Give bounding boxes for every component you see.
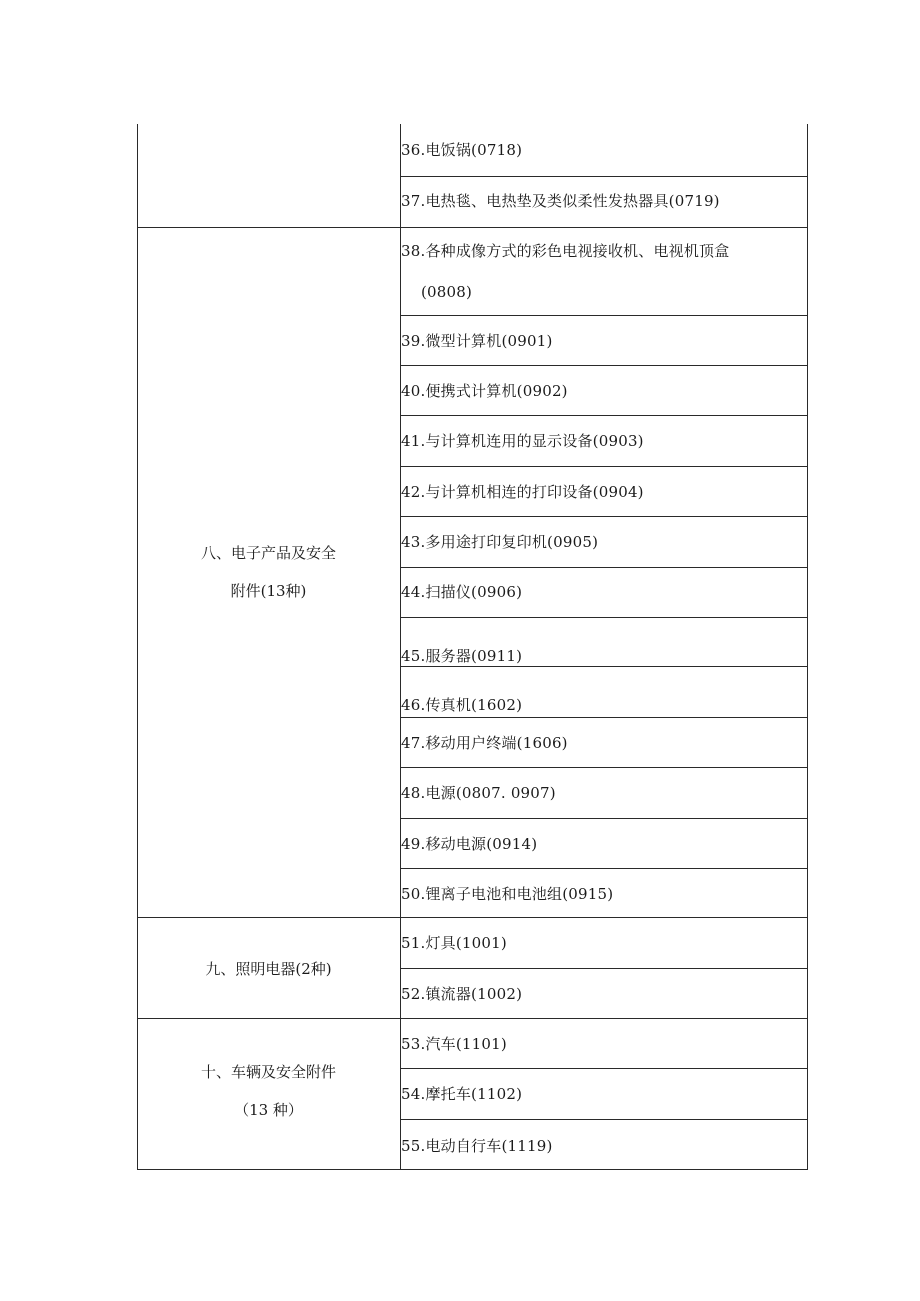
list-item: 48.电源(0807. 0907) <box>401 784 556 802</box>
list-item: 49.移动电源(0914) <box>401 835 538 853</box>
list-item: 45.服务器(0911) <box>401 647 523 665</box>
list-item: 43.多用途打印复印机(0905) <box>401 533 599 551</box>
row-divider <box>400 567 808 568</box>
category-cell-lighting <box>137 960 400 978</box>
category-label: 十、车辆及安全附件 <box>200 1063 336 1081</box>
table-border-bottom <box>137 1169 808 1170</box>
row-divider <box>400 968 808 969</box>
list-item: 46.传真机(1602) <box>401 696 523 714</box>
row-divider <box>400 415 808 416</box>
row-divider <box>400 818 808 819</box>
list-item: 50.锂离子电池和电池组(0915) <box>401 885 614 903</box>
row-divider <box>400 315 808 316</box>
list-item: 42.与计算机相连的打印设备(0904) <box>401 483 644 501</box>
row-divider <box>400 868 808 869</box>
list-item: 37.电热毯、电热垫及类似柔性发热器具(0719) <box>401 192 720 210</box>
row-divider <box>400 1068 808 1069</box>
category-label: 八、电子产品及安全 <box>200 544 336 562</box>
category-cell-vehicles <box>137 1063 400 1119</box>
category-divider <box>137 227 808 228</box>
row-divider <box>400 666 808 667</box>
category-cell-electronics <box>137 544 400 600</box>
row-divider <box>400 365 808 366</box>
list-item: 53.汽车(1101) <box>401 1035 507 1053</box>
list-item: 51.灯具(1001) <box>401 934 507 952</box>
category-label: 附件(13种) <box>230 582 307 600</box>
list-item: 55.电动自行车(1119) <box>401 1137 553 1155</box>
table-border-right <box>807 124 808 1170</box>
row-divider <box>400 1119 808 1120</box>
list-item: 47.移动用户终端(1606) <box>401 734 568 752</box>
category-divider <box>137 1018 808 1019</box>
list-item: 40.便携式计算机(0902) <box>401 382 568 400</box>
table-border-left <box>137 124 138 1170</box>
list-item: 36.电饭锅(0718) <box>401 141 523 159</box>
list-item: 54.摩托车(1102) <box>401 1085 523 1103</box>
category-divider <box>137 917 808 918</box>
row-divider <box>400 466 808 467</box>
list-item: 44.扫描仪(0906) <box>401 583 523 601</box>
list-item: (0808) <box>421 283 473 301</box>
row-divider <box>400 617 808 618</box>
category-label: （13 种） <box>234 1101 303 1119</box>
list-item: 38.各种成像方式的彩色电视接收机、电视机顶盒 <box>401 242 730 260</box>
product-catalog-table <box>137 124 808 1170</box>
row-divider <box>400 176 808 177</box>
list-item: 41.与计算机连用的显示设备(0903) <box>401 432 644 450</box>
category-label: 九、照明电器(2种) <box>205 960 332 978</box>
row-divider <box>400 717 808 718</box>
row-divider <box>400 516 808 517</box>
row-divider <box>400 767 808 768</box>
list-item: 39.微型计算机(0901) <box>401 332 553 350</box>
list-item: 52.镇流器(1002) <box>401 985 523 1003</box>
